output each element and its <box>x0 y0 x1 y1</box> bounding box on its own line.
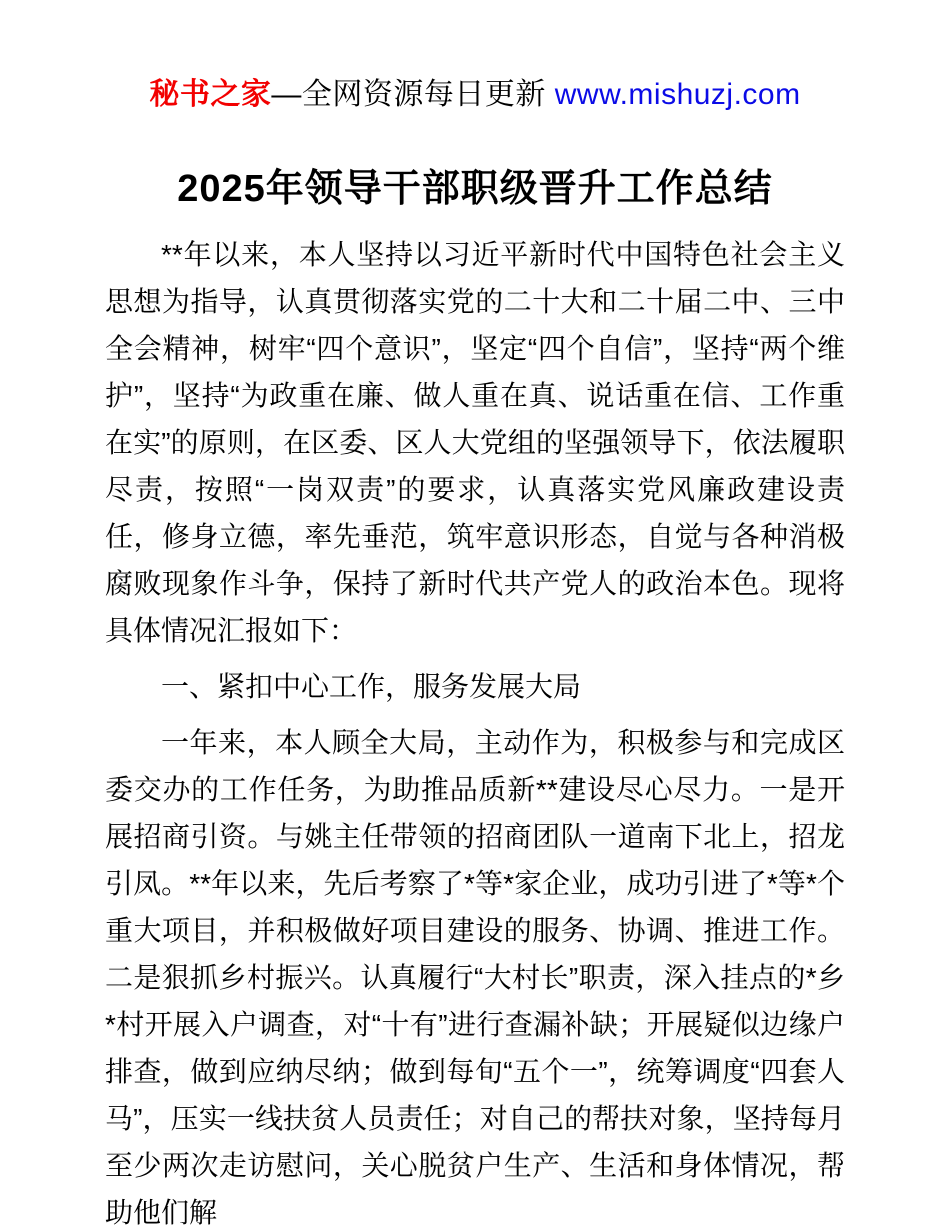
paragraph-intro: **年以来，本人坚持以习近平新时代中国特色社会主义思想为指导，认真贯彻落实党的二十大和二十届二中、三中全会精神，树牢“四个意识”，坚定“四个自信”，坚持“两个维护”，坚持“为政重在廉、做人重在真、说话重在信、工作重在实”的原则，在区委、区人大党组的坚强领导下，依法履职尽责，按照“一岗双责”的要求，认真落实党风廉政建设责任，修身立德，率先垂范，筑牢意识形态，自觉与各种消极腐败现象作斗争，保持了新时代共产党人的政治本色。现将具体情况汇报如下： <box>105 239 845 646</box>
document-title: 2025年领导干部职级晋升工作总结 <box>177 168 773 210</box>
header-dash: — <box>271 78 302 111</box>
site-brand: 秘书之家 <box>149 78 272 111</box>
paragraph-section-1: 一年来，本人顾全大局，主动作为，积极参与和完成区委交办的工作任务，为助推品质新**建设尽心尽力。一是开展招商引资。与姚主任带领的招商团队一道南下北上，招龙引凤。**年以来，先后考察了*等*家企业，成功引进了*等*个重大项目，并积极做好项目建设的服务、协调、推进工作。二是狠抓乡村振兴。认真履行“大村长”职责，深入挂点的*乡*村开展入户调查，对“十有”进行查漏补缺；开展疑似边缘户排查，做到应纳尽纳；做到每旬“五个一”，统筹调度“四套人马”，压实一线扶贫人员责任；对自己的帮扶对象，坚持每月至少两次走访慰问，关心脱贫户生产、生活和身体情况，帮助他们解 <box>105 727 845 1228</box>
site-header <box>105 74 845 116</box>
document-body <box>105 231 845 1230</box>
site-url-link[interactable]: www.mishuzj.com <box>554 78 801 111</box>
section-heading-1: 一、紧扣中心工作，服务发展大局 <box>161 671 582 702</box>
site-tagline: 全网资源每日更新 <box>301 78 555 111</box>
